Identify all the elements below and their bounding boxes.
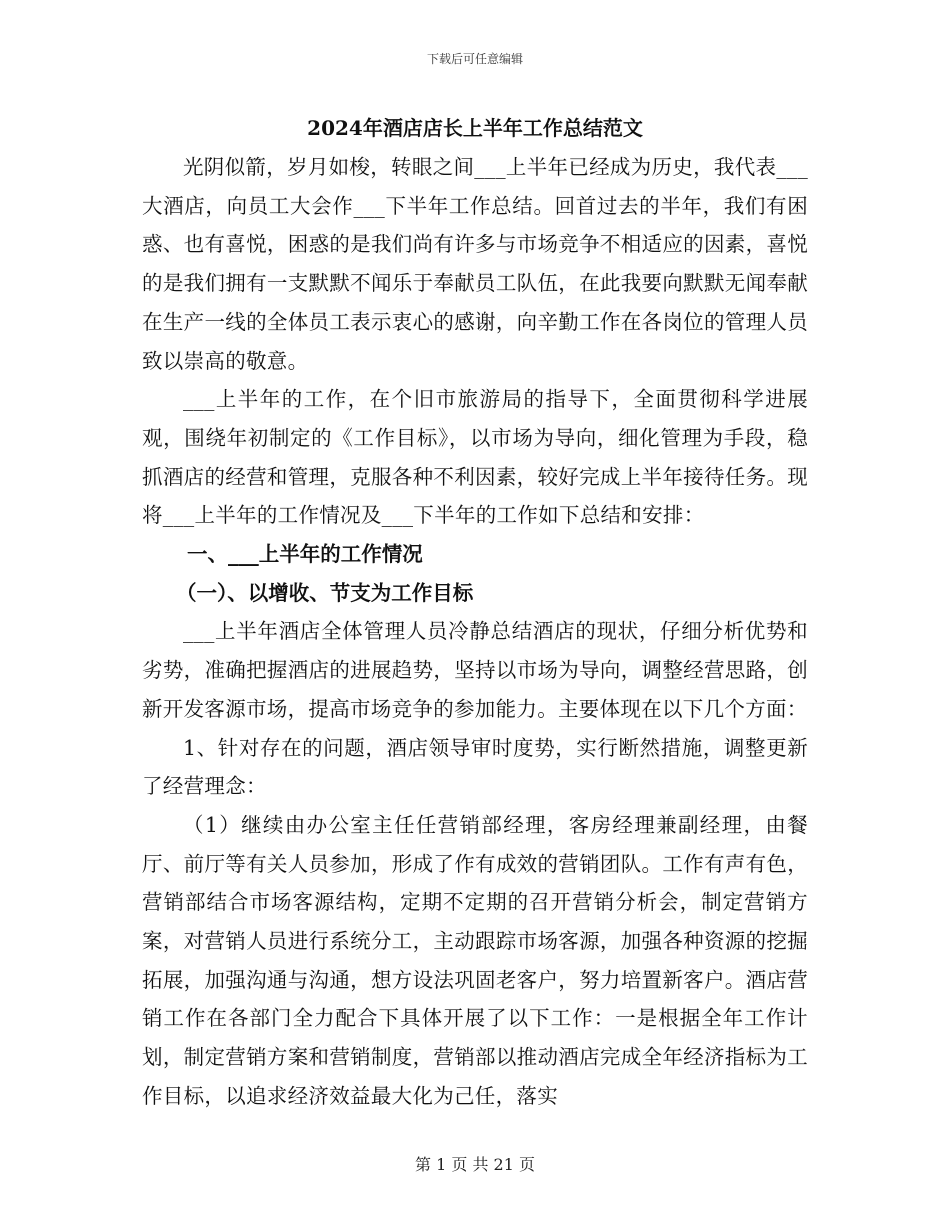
paragraph-item-1: 1、针对存在的问题，酒店领导审时度势，实行断然措施，调整更新了经营理念： bbox=[142, 735, 808, 799]
section-heading-1: 一、___上半年的工作情况 bbox=[187, 542, 423, 567]
paragraph-summary: ___上半年酒店全体管理人员冷静总结酒店的现状，仔细分析优势和劣势，准确把握酒店的进展趋势，坚持以市场为导向，调整经营思路，创新开发客源市场，提高市场竞争的参加能力。主要体现在以下几个方面： bbox=[142, 619, 808, 721]
subsection-heading-1: （一）、以增收、节支为工作目标 bbox=[176, 580, 474, 605]
page-number: 第 1 页 共 21 页 bbox=[415, 1155, 535, 1174]
page-header-note: 下载后可任意编辑 bbox=[426, 52, 523, 66]
document-title: 2024年酒店店长上半年工作总结范文 bbox=[307, 116, 643, 140]
paragraph-item-1-1: （1）继续由办公室主任任营销部经理，客房经理兼副经理，由餐厅、前厅等有关人员参加，形成了作有成效的营销团队。工作有声有色，营销部结合市场客源结构，定期不定期的召开营销分析会，制定营销方案，对营销人员进行系统分工，主动跟踪市场客源，加强各种资源的挖掘拓展，加强沟通与沟通，想方设法巩固老客户，努力培置新客户。酒店营销工作在各部门全力配合下具体开展了以下工作：一是根据全年工作计划，制定营销方案和营销制度，营销部以推动酒店完成全年经济指标为工作目标，以追求经济效益最大化为己任，落实 bbox=[142, 812, 808, 1108]
document-body bbox=[142, 148, 808, 1116]
paragraph-intro: 光阴似箭，岁月如梭，转眼之间___上半年已经成为历史，我代表___大酒店，向员工大会作___下半年工作总结。回首过去的半年，我们有困惑、也有喜悦，困惑的是我们尚有许多与市场竞争不相适应的因素，喜悦的是我们拥有一支默默不闻乐于奉献员工队伍，在此我要向默默无闻奉献在生产一线的全体员工表示衷心的感谢，向辛勤工作在各岗位的管理人员致以崇高的敬意。 bbox=[142, 155, 808, 373]
paragraph-overview: ___上半年的工作，在个旧市旅游局的指导下，全面贯彻科学进展观，围绕年初制定的《工作目标》，以市场为导向，细化管理为手段，稳抓酒店的经营和管理，克服各种不利因素，较好完成上半年接待任务。现将___上半年的工作情况及___下半年的工作如下总结和安排： bbox=[142, 387, 808, 528]
